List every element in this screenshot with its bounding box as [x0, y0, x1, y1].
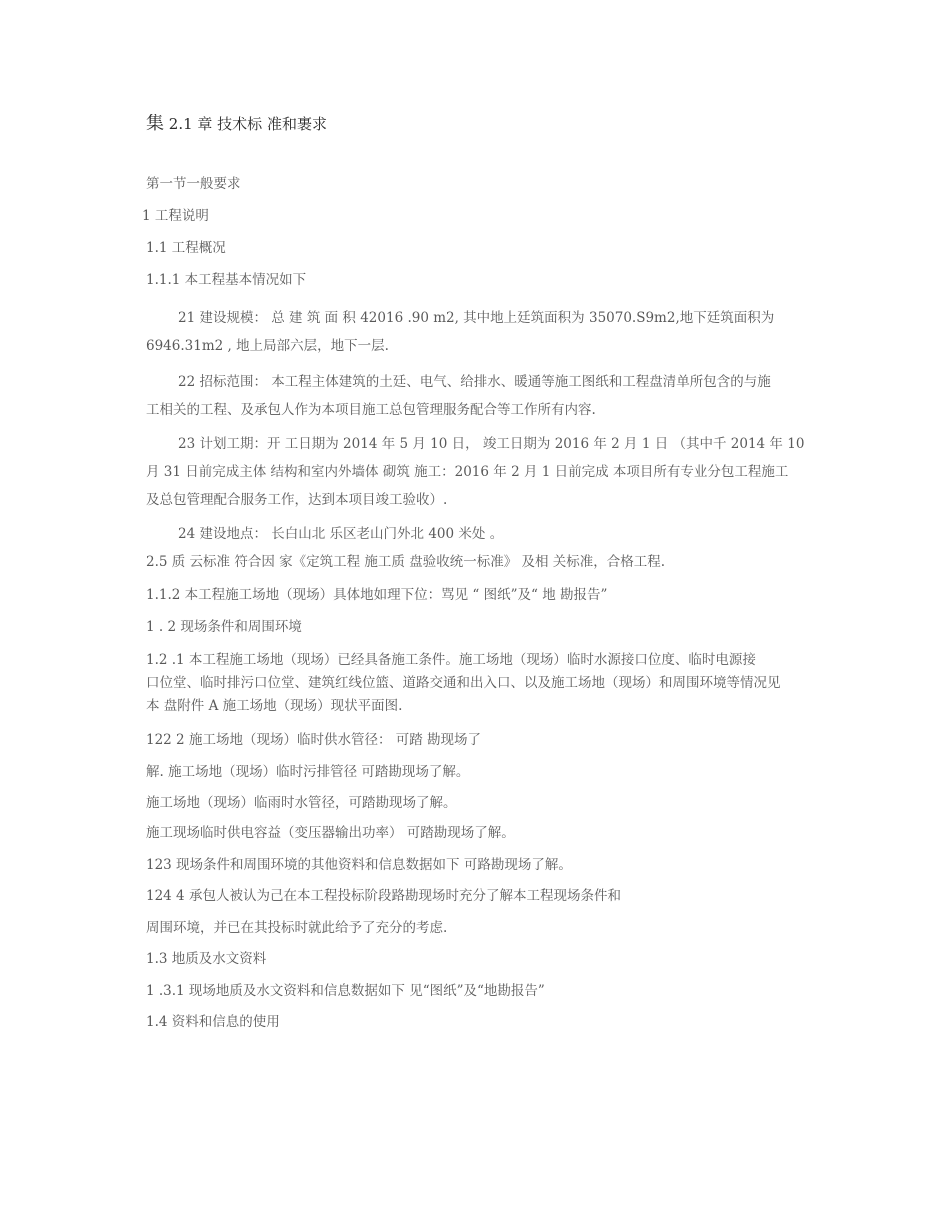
paragraph-line: 本 盘附件 A 施工场地（现场）现状平面图.	[146, 698, 403, 714]
paragraph-line: 21 建设规模： 总 建 筑 面 积 42016 .90 m2, 其中地上廷筑面积为 35070.S9m2,地下廷筑面积为	[178, 310, 775, 326]
paragraph-line: 施工现场临时供电容益（变压器输出功率） 可踏勘现场了解。	[146, 825, 515, 841]
paragraph-line: 1.1.2 本工程施工场地（现场）具体地如理下位：骂见 “ 图纸”及“ 地 勘报告”	[146, 587, 608, 603]
paragraph-line: 1 .3.1 现场地质及水文资料和信息数据如下 见“图纸”及“地勘报告”	[146, 983, 545, 999]
heading-1-2: 1 . 2 现场条件和周围环境	[146, 619, 302, 635]
heading-1-3: 1.3 地质及水文资料	[146, 951, 267, 967]
paragraph-line: 口位堂、临时排污口位堂、建筑红线位篮、道路交通和出入口、以及施工场地（现场）和周围环境等情况见	[146, 675, 781, 691]
chapter-title-prefix: 集	[146, 114, 164, 134]
paragraph-line: 24 建设地点： 长白山北 乐区老山门外北 400 米处 。	[178, 526, 504, 542]
section-title: 第一节一般要求	[146, 176, 241, 192]
paragraph-line: 22 招标范围： 本工程主体建筑的土廷、电气、给排水、暖通等施工图纸和工程盘清单所包含的与施	[178, 374, 771, 390]
paragraph-line: 2.5 质 云标准 符合因 家《定筑工程 施工质 盘验收统一标准》 及相 关标准，合格工程.	[146, 554, 666, 570]
paragraph-line: 月 31 日前完成主体 结构和室内外墙体 砌筑 施工：2016 年 2 月 1 日前完成 本项目所有专业分包工程施工	[146, 464, 789, 480]
paragraph-line: 1.2 .1 本工程施工场地（现场）已经具备施工条件。施工场地（现场）临时水源接口位度、临时电源接	[146, 652, 756, 668]
chapter-title	[146, 114, 836, 134]
paragraph-line: 及总包管理配合服务工作，达到本项目竣工验收）.	[146, 492, 448, 508]
paragraph-line: 23 计划工期：开 工日期为 2014 年 5 月 10 日， 竣工日期为 2016 年 2 月 1 日 （其中千 2014 年 10	[178, 436, 805, 452]
heading-1: 1 工程说明	[142, 208, 209, 224]
paragraph-line: 施工场地（现场）临雨时水管径，可踏勘现场了解。	[146, 795, 457, 811]
paragraph-line: 工相关的工程、及承包人作为本项目施工总包管理服务配合等工作所有内容.	[146, 402, 596, 418]
heading-1-1: 1.1 工程概况	[146, 240, 226, 256]
paragraph-line: 124 4 承包人被认为己在本工程投标阶段路勘现场时充分了解本工程现场条件和	[146, 888, 621, 904]
paragraph-line: 周围环境，并已在其投标时就此给予了充分的考虑.	[146, 920, 448, 936]
paragraph-line: 122 2 施工场地（现场）临时供水管径： 可踏 勘现场了	[146, 732, 482, 748]
chapter-title-text: 2.1 章 技术标 准和裹求	[168, 115, 327, 133]
heading-1-4: 1.4 资料和信息的使用	[146, 1014, 280, 1030]
paragraph-line: 6946.31m2 , 地上局部六层，地下一层.	[146, 338, 389, 354]
heading-1-1-1: 1.1.1 本工程基本情况如下	[146, 272, 307, 288]
paragraph-line: 解. 施工场地（现场）临时污排管径 可踏勘现场了解。	[146, 764, 470, 780]
paragraph-line: 123 现场条件和周围环境的其他资料和信息数据如下 可路勘现场了解。	[146, 857, 572, 873]
